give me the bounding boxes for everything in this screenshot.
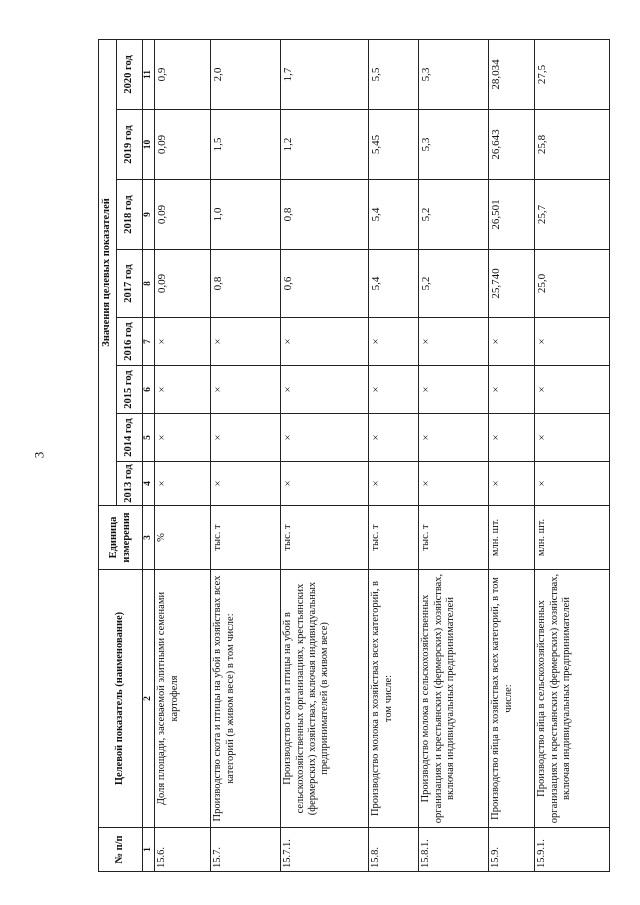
header-year: 2017 год xyxy=(117,250,143,318)
row-number: 15.8.1. xyxy=(419,828,489,872)
header-year: 2013 год xyxy=(117,462,143,506)
column-number: 4 xyxy=(143,462,155,506)
value-cell: × xyxy=(419,414,489,462)
value-cell: × xyxy=(489,318,535,366)
value-cell: × xyxy=(281,414,369,462)
target-indicators-table xyxy=(98,39,610,872)
value-cell: × xyxy=(155,414,211,462)
column-number: 3 xyxy=(143,506,155,570)
unit-cell: млн. шт. xyxy=(489,506,535,570)
unit-cell: тыс. т xyxy=(281,506,369,570)
value-cell: 0,8 xyxy=(281,180,369,250)
value-cell: × xyxy=(281,462,369,506)
header-year: 2019 год xyxy=(117,110,143,180)
header-year: 2015 год xyxy=(117,366,143,414)
value-cell: 1,0 xyxy=(211,180,281,250)
unit-cell: тыс. т xyxy=(211,506,281,570)
row-number: 15.9. xyxy=(489,828,535,872)
header-year: 2020 год xyxy=(117,39,143,109)
column-number: 1 xyxy=(143,828,155,872)
value-cell: × xyxy=(419,462,489,506)
value-cell: 25,7 xyxy=(535,180,610,250)
column-number: 2 xyxy=(143,570,155,828)
row-number: 15.6. xyxy=(155,828,211,872)
value-cell: × xyxy=(419,366,489,414)
value-cell: × xyxy=(155,462,211,506)
value-cell: 0,8 xyxy=(211,250,281,318)
value-cell: 5,3 xyxy=(419,110,489,180)
page-number: 3 xyxy=(31,451,47,459)
value-cell: 0,9 xyxy=(155,39,211,109)
value-cell: × xyxy=(211,366,281,414)
value-cell: 5,5 xyxy=(369,39,419,109)
value-cell: × xyxy=(281,318,369,366)
value-cell: 25,8 xyxy=(535,110,610,180)
column-number: 10 xyxy=(143,110,155,180)
indicator-name: Производство скота и птицы на убой в сельскохозяйственных организациях, крестьянских (фермерских) хозяйствах, включая индивидуальных предпринимателей (в живом весе) xyxy=(281,570,369,828)
value-cell: × xyxy=(489,414,535,462)
row-number: 15.8. xyxy=(369,828,419,872)
header-year: 2016 год xyxy=(117,318,143,366)
value-cell: 5,4 xyxy=(369,250,419,318)
indicator-name: Производство молока в хозяйствах всех категорий, в том числе: xyxy=(369,570,419,828)
table-row xyxy=(155,39,211,871)
table-row xyxy=(369,39,419,871)
table-row xyxy=(489,39,535,871)
column-number: 7 xyxy=(143,318,155,366)
value-cell: 5,4 xyxy=(369,180,419,250)
value-cell: 28,034 xyxy=(489,39,535,109)
indicator-name: Доля площади, засеваемой элитными семенами картофеля xyxy=(155,570,211,828)
value-cell: 26,501 xyxy=(489,180,535,250)
value-cell: 25,740 xyxy=(489,250,535,318)
value-cell: 5,45 xyxy=(369,110,419,180)
value-cell: × xyxy=(419,318,489,366)
indicator-name: Производство скота и птицы на убой в хозяйствах всех категорий (в живом весе) в том числе: xyxy=(211,570,281,828)
value-cell: 5,2 xyxy=(419,180,489,250)
value-cell: × xyxy=(489,366,535,414)
header-num: № п/п xyxy=(99,828,143,872)
value-cell: 2,0 xyxy=(211,39,281,109)
header-year: 2014 год xyxy=(117,414,143,462)
value-cell: 5,2 xyxy=(419,250,489,318)
row-number: 15.7. xyxy=(211,828,281,872)
value-cell: × xyxy=(155,366,211,414)
header-year: 2018 год xyxy=(117,180,143,250)
column-number: 8 xyxy=(143,250,155,318)
value-cell: 27,5 xyxy=(535,39,610,109)
value-cell: × xyxy=(211,462,281,506)
header-name: Целевой показатель (наименование) xyxy=(99,570,143,828)
value-cell: 5,3 xyxy=(419,39,489,109)
value-cell: × xyxy=(535,366,610,414)
rotated-table-container xyxy=(98,40,572,872)
value-cell: × xyxy=(489,462,535,506)
value-cell: 1,2 xyxy=(281,110,369,180)
value-cell: 0,09 xyxy=(155,180,211,250)
unit-cell: тыс. т xyxy=(419,506,489,570)
table-row xyxy=(281,39,369,871)
value-cell: × xyxy=(155,318,211,366)
value-cell: × xyxy=(369,414,419,462)
column-number: 9 xyxy=(143,180,155,250)
column-number: 5 xyxy=(143,414,155,462)
unit-cell: тыс. т xyxy=(369,506,419,570)
value-cell: × xyxy=(281,366,369,414)
header-group: Значения целевых показателей xyxy=(99,39,117,505)
value-cell: × xyxy=(369,462,419,506)
value-cell: 0,09 xyxy=(155,110,211,180)
row-number: 15.9.1. xyxy=(535,828,610,872)
unit-cell: % xyxy=(155,506,211,570)
value-cell: × xyxy=(211,318,281,366)
table-row xyxy=(419,39,489,871)
value-cell: × xyxy=(535,462,610,506)
column-number: 11 xyxy=(143,39,155,109)
value-cell: 1,5 xyxy=(211,110,281,180)
indicator-name: Производство яйца в сельскохозяйственных организациях и крестьянских (фермерских) хозяйствах, включая индивидуальных предпринимателей xyxy=(535,570,610,828)
value-cell: 0,6 xyxy=(281,250,369,318)
row-number: 15.7.1. xyxy=(281,828,369,872)
column-number: 6 xyxy=(143,366,155,414)
value-cell: 0,09 xyxy=(155,250,211,318)
value-cell: × xyxy=(535,414,610,462)
value-cell: × xyxy=(369,318,419,366)
indicator-name: Производство яйца в хозяйствах всех категорий, в том числе: xyxy=(489,570,535,828)
value-cell: × xyxy=(211,414,281,462)
table-row xyxy=(535,39,610,871)
table-row xyxy=(211,39,281,871)
value-cell: 25,0 xyxy=(535,250,610,318)
value-cell: × xyxy=(535,318,610,366)
indicator-name: Производство молока в сельскохозяйственных организациях и крестьянских (фермерских) хозяйствах, включая индивидуальных предпринимателей xyxy=(419,570,489,828)
value-cell: × xyxy=(369,366,419,414)
value-cell: 26,643 xyxy=(489,110,535,180)
unit-cell: млн. шт. xyxy=(535,506,610,570)
header-unit: Единица измерения xyxy=(99,506,143,570)
value-cell: 1,7 xyxy=(281,39,369,109)
